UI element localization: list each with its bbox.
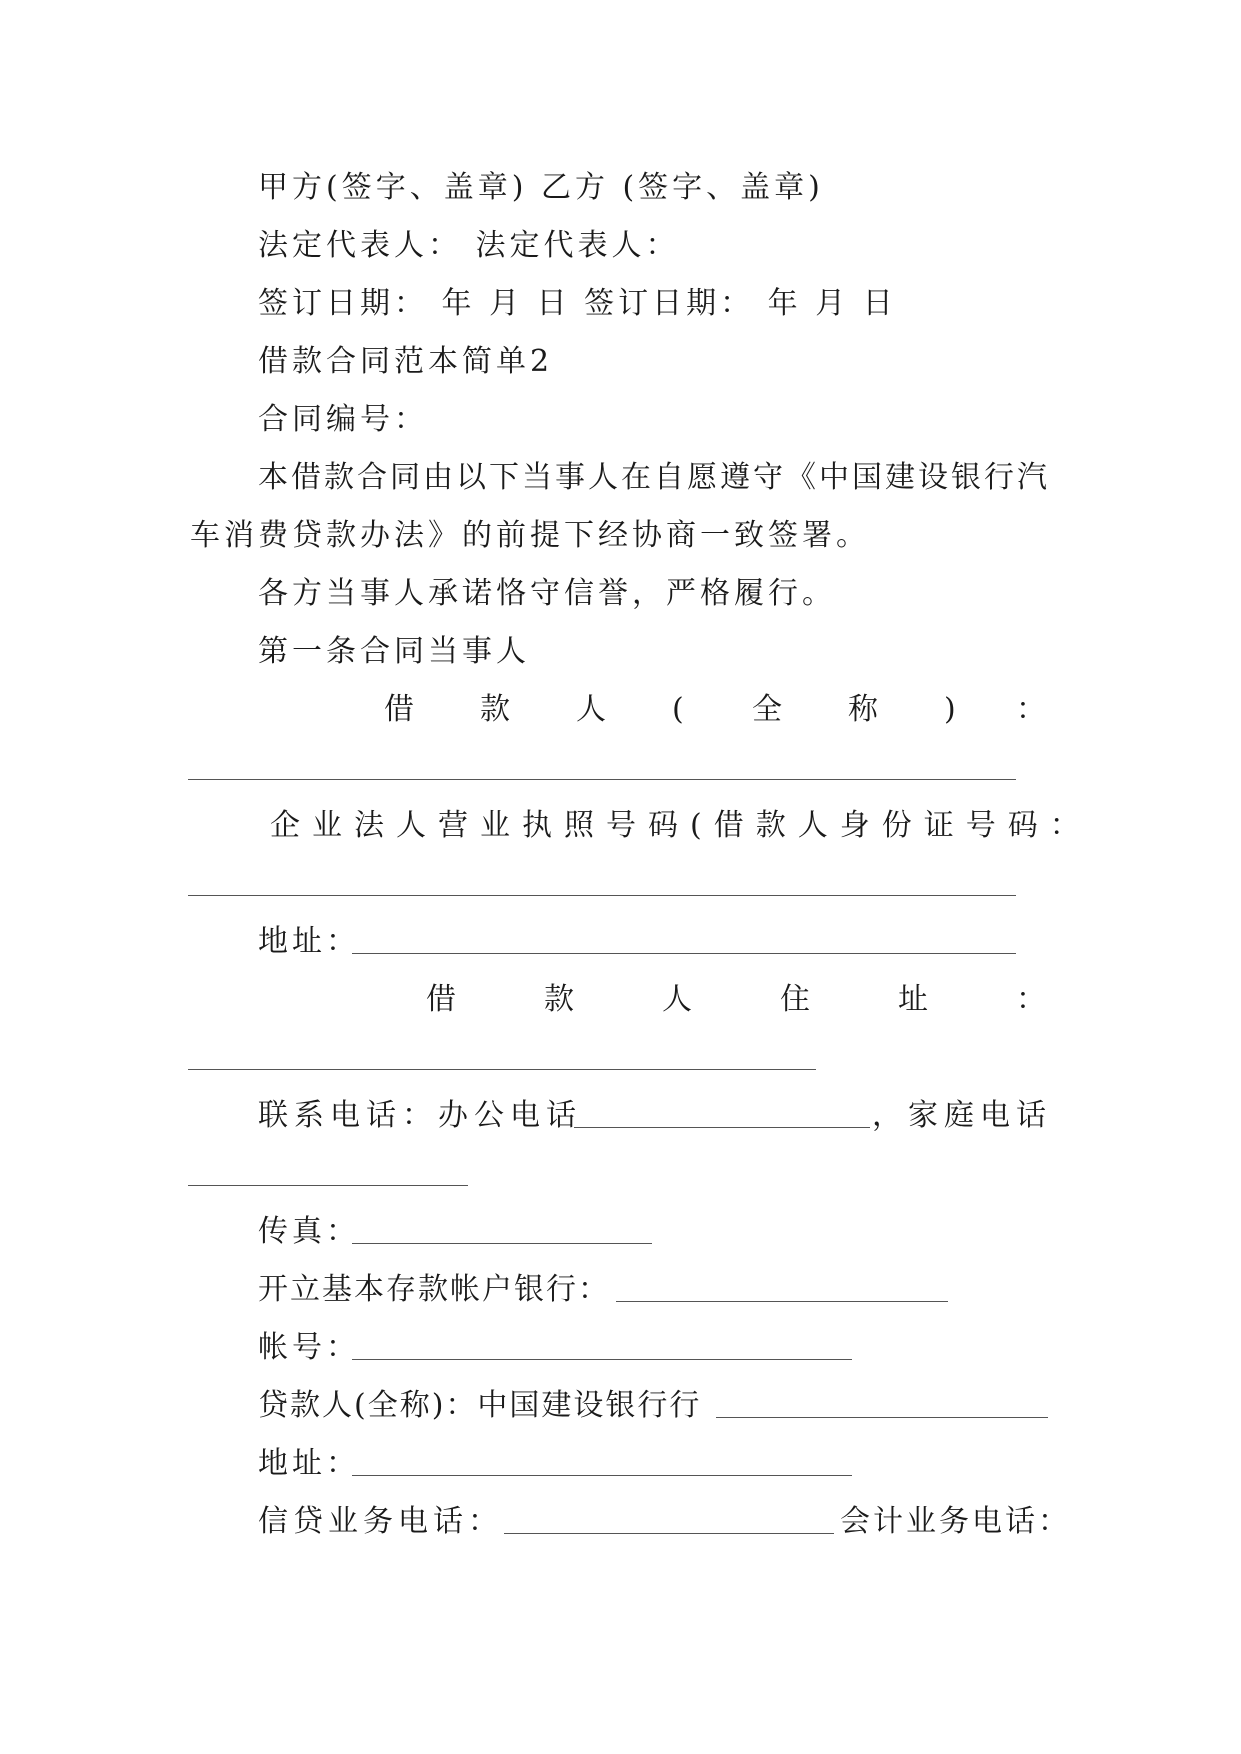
intro-line-1: 本借款合同由以下当事人在自愿遵守《中国建设银行汽 <box>258 460 1050 495</box>
lender-address-blank[interactable] <box>352 1475 852 1476</box>
contact-phone-label: 联系电话：办公电话 <box>258 1098 582 1133</box>
borrower-residence-char: 址 <box>898 982 928 1017</box>
bank-blank[interactable] <box>616 1301 948 1302</box>
bank-account-label: 开立基本存款帐户银行： <box>258 1272 610 1307</box>
intro-line-2: 车消费贷款办法》的前提下经协商一致签署。 <box>190 518 870 553</box>
borrower-full-name-char: 称 <box>848 692 878 727</box>
borrower-full-name-char: 款 <box>480 692 510 727</box>
article1-title: 第一条合同当事人 <box>258 634 530 669</box>
borrower-full-name-char: 全 <box>752 692 782 727</box>
borrower-residence-char: 人 <box>662 982 692 1017</box>
account-no-blank[interactable] <box>352 1359 852 1360</box>
home-phone-label: ，家庭电话 <box>872 1098 1052 1133</box>
license-no-blank[interactable] <box>188 895 1016 896</box>
borrower-residence-char: 住 <box>780 982 810 1017</box>
lender-branch-blank[interactable] <box>716 1417 1048 1418</box>
residence-blank[interactable] <box>188 1069 816 1070</box>
borrower-residence-char: 款 <box>544 982 574 1017</box>
signature-line: 甲方(签字、盖章) 乙方 (签字、盖章) <box>258 170 824 205</box>
lender-address-label: 地址： <box>258 1446 360 1481</box>
section-title: 借款合同范本简单2 <box>258 344 554 379</box>
borrower-full-name-char: ( <box>672 692 684 727</box>
fax-blank[interactable] <box>352 1243 652 1244</box>
credit-phone-blank[interactable] <box>504 1533 834 1534</box>
borrower-full-name-char: ) <box>944 692 956 727</box>
license-label: 企业法人营业执照号码(借款人身份证号码： <box>270 808 1092 843</box>
date-line: 签订日期： 年 月 日 签订日期： 年 月 日 <box>258 286 897 321</box>
borrower-residence-char: ： <box>1016 982 1046 1017</box>
borrower-full-name-char: 人 <box>576 692 606 727</box>
office-phone-blank[interactable] <box>574 1127 870 1128</box>
representative-line: 法定代表人： 法定代表人： <box>258 228 680 263</box>
borrower-residence-char: 借 <box>426 982 456 1017</box>
address-blank[interactable] <box>352 953 1016 954</box>
borrower-name-blank[interactable] <box>188 779 1016 780</box>
address-label: 地址： <box>258 924 360 959</box>
lender-label: 贷款人(全称)：中国建设银行行 <box>258 1388 702 1423</box>
borrower-full-name-char: 借 <box>384 692 414 727</box>
promise-line: 各方当事人承诺恪守信誉，严格履行。 <box>258 576 836 611</box>
contract-no-label: 合同编号： <box>258 402 428 437</box>
accounting-phone-label: 会计业务电话： <box>840 1504 1071 1539</box>
borrower-full-name-char: ： <box>1016 692 1046 727</box>
home-phone-blank[interactable] <box>188 1185 468 1186</box>
fax-label: 传真： <box>258 1214 360 1249</box>
credit-phone-label: 信贷业务电话： <box>258 1504 503 1539</box>
account-no-label: 帐号： <box>258 1330 360 1365</box>
